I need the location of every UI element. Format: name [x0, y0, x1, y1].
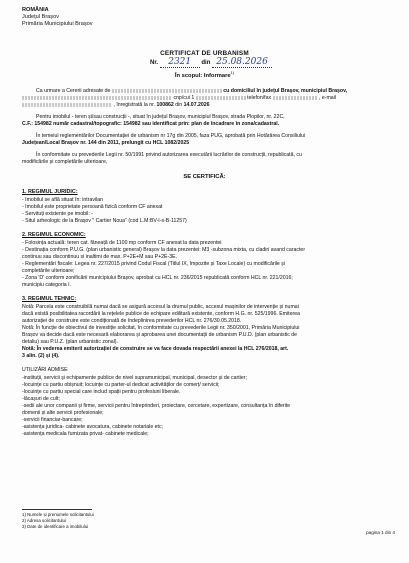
intro-line-1: [36, 88, 347, 95]
economic-line: continuu sau discontinuu si inaltimi de max. P+2E+M sau P+2E-3E.: [22, 254, 177, 260]
redacted-address: [22, 96, 172, 100]
page-number: pagina 1 din 4: [366, 530, 395, 535]
certificate-number-line: [150, 57, 272, 68]
tehnic-line: Notă: Parcela este construibilă numai dacă se asigură accesul la drumul public, accesul mașinilor de intervenție și numai: [22, 304, 299, 310]
tehnic-line: 3 alin. (2) și (4).: [22, 353, 60, 359]
footnote: 3) Date de identificare a imobilului: [22, 524, 89, 529]
registration-number: 100862: [156, 102, 174, 108]
purpose-footnote-ref: 1): [230, 70, 235, 75]
redacted-name: [112, 89, 222, 93]
economic-line: completările ulterioare;: [22, 268, 75, 274]
section-heading-tehnic: 3. REGIMUL TEHNIC:: [22, 296, 77, 302]
intro-line-3: [22, 102, 210, 109]
economic-line: - Zona 'D' conform zonificării municipiului Brașov, aprobat cu HCL nr. 236/2015 republicată conform HCL nr. 221/2016;: [22, 275, 293, 281]
utilizari-line: -servicii financiar-bancare;: [22, 417, 83, 423]
purpose-value: Informare: [203, 72, 231, 79]
economic-line: - Folosința actuală: teren cat. fâneață de 1100 mp conform CF anexat la data prezentei: [22, 240, 222, 246]
tehnic-line: Brașov va decide dacă este necesară elaborarea și aprobarea unei documentații de urbanism P.U.D. (plan urbanistic de: [22, 332, 298, 338]
economic-line: municipiu categoria I.: [22, 282, 72, 288]
property-location: Pentru imobilul - teren și/sau construcții -, situat în județul Brașov, municipiul Brașov, strada Plopilor, nr. 22C,: [36, 114, 285, 120]
institution-name: Primăria Municipiului Brașov: [22, 21, 93, 28]
nr-label: Nr.: [150, 60, 159, 66]
intro-text: din: [175, 102, 183, 108]
utilizari-line: -locuințe cu partiu obișnuit; locuințe cu parter-ul dedicat activităților de comerț/ servicii;: [22, 382, 220, 388]
juridic-line: - Imobilul este proprietate persoană fizică conform CF anexat: [22, 204, 163, 210]
utilizari-line: -instituții, servicii și echipamente publice de nivel supramunicipal, municipal, desector și de cartier;: [22, 375, 247, 381]
utilizari-line: -sedii ale unor companii și firme, servicii pentru întreprinderi, proiectare, cercetare, expertizare, consultanța în diferite: [22, 403, 291, 409]
juridic-line: - Situl arheologic de la Brașov " Cartier Noua" (cod L.M:BV-I-s-B-11257): [22, 218, 187, 224]
intro-text: cnp/cui 1: [173, 95, 195, 101]
intro-line-2: [22, 95, 336, 102]
legal-basis: În conformitate cu prevederile Legii nr. 50/1991 privind autorizarea executării lucrărilor de construcții, republicată, cu: [36, 152, 302, 158]
intro-text: Ca urmare a Cererii adresate de: [36, 88, 111, 94]
economic-line: - Destinația conform P.U.G. (plan urbanistic general) Brașov la data prezentei: M3 -subzona mixta, cu cladiri avand caracter: [22, 247, 306, 253]
footnote-divider: [22, 509, 92, 510]
purpose-label: În scopul:: [174, 72, 203, 79]
purpose-line: [0, 70, 409, 79]
redacted-email: [22, 103, 112, 107]
section-heading-economic: 2. REGIMUL ECONOMIC:: [22, 232, 86, 238]
issuer-header: [22, 7, 93, 29]
tehnic-line: Notă: În vederea emiterii autorizației de construire se va face dovada respectării anexei la HCL 276/2018, art.: [22, 346, 289, 352]
juridic-line: - Servituți existente pe imobil: -: [22, 211, 93, 217]
intro-text: telefon/fax: [247, 95, 272, 101]
intro-text: , e-mail: [318, 95, 336, 101]
regulation-basis-2: Județean/Local Brașov nr. 144 din 2011, prelungit cu HCL 1082/2025: [22, 140, 190, 146]
tehnic-line: Notă: În funcție de obiectivul de investiție solicitat, în conformitate cu prevederile Legii nr. 350/2001, Primăria Municipiului: [22, 325, 300, 331]
juridic-line: - Imobilul se află situat în: intravilan: [22, 197, 104, 203]
redacted-phone: [273, 96, 318, 100]
certificate-date: 25.08.2026: [212, 57, 272, 68]
din-label: din: [201, 60, 211, 66]
redacted-cnp: [196, 96, 246, 100]
utilizari-line: -asistența juridica- cabinete avocatura, cabinete notariale etc;: [22, 424, 164, 430]
economic-line: - Reglementări fiscale: Legea nr. 227/2015 privind Codul Fiscal (Titlul IX, Impozite și Taxe Locale) cu modificările și: [22, 261, 285, 267]
utilizari-line: -asistența medicala furnizata privat- cabinete medicale;: [22, 431, 149, 437]
tehnic-line: dacă există posibilitatea racordării la rețelele publice de echipare edilitară existente, conform H.G. nr. 525/1996. Emiterea: [22, 311, 300, 317]
footnote: 1) Numele și prenumele solicitantului: [22, 512, 94, 517]
property-cadastral: C.F.: 154982 număr cadastral/topografic: 154982 sau identificat prin: plan de încadrare în zona/cadastral.: [22, 121, 280, 127]
intro-text: cu domiciliul în județul Brașov, municipiul Brașov,: [223, 88, 348, 94]
utilizari-line: -locuințe cu partiu special care includ spații pentru profesiuni liberale.: [22, 389, 181, 395]
registration-date: 14.07.2026: [183, 102, 210, 108]
county-name: Județul Brașov: [22, 14, 60, 21]
tehnic-line: autorizației de construire este condiționată de îndeplinirea prevederilor HCL nr. 276/30.05.2018.: [22, 318, 242, 324]
utilizari-heading: UTILIZĂRI ADMISE: [22, 367, 68, 373]
intro-text: , înregistrată la nr.: [113, 102, 155, 108]
utilizari-line: domenii și alte servicii profesionale;: [22, 410, 104, 416]
certificate-number: 2321: [160, 57, 200, 68]
section-heading-juridic: 1. REGIMUL JURIDIC:: [22, 189, 78, 195]
country-name: ROMÂNIA: [22, 7, 49, 13]
legal-basis-2: modificările și completările ulterioare,: [22, 159, 108, 165]
document-title: CERTIFICAT DE URBANISM: [160, 50, 249, 57]
utilizari-line: -lăcașuri de cult;: [22, 396, 60, 402]
regulation-basis: În temeiul reglementărilor Documentației de urbanism nr 17g din 2005, faza PUG, aprobată prin Hotărârea Consiliului: [36, 133, 306, 139]
tehnic-line: detaliu) sau P.U.Z. (plan urbanistic zonal).: [22, 339, 118, 345]
se-certifica-heading: SE CERTIFICĂ:: [183, 174, 226, 180]
footnote: 2) Adresa solicitantului: [22, 518, 66, 523]
